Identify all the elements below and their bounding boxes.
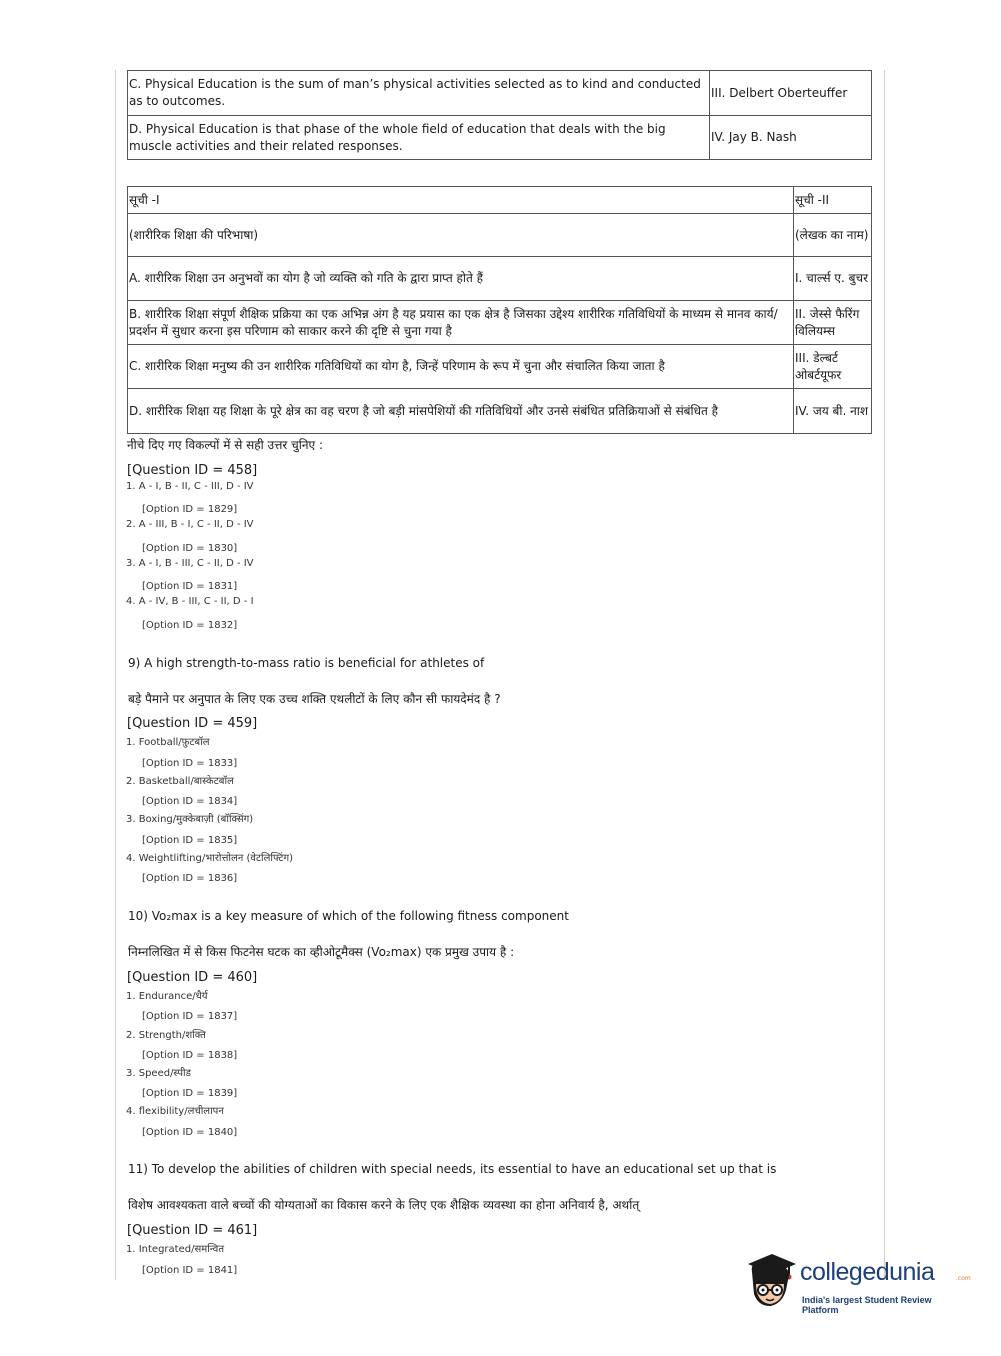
page-border-right bbox=[884, 70, 885, 1280]
author-cell: IV. जय बी. नाश bbox=[794, 389, 872, 434]
hindi-match-table bbox=[127, 186, 872, 434]
q8-option-1[interactable]: 1. A - I, B - II, C - III, D - IV bbox=[126, 481, 254, 492]
q10-option-3[interactable]: 3. Speed/स्पीड bbox=[126, 1068, 191, 1079]
author-cell: III. डेल्बर्ट ओबर्टयूफर bbox=[794, 345, 872, 389]
english-match-table bbox=[127, 70, 872, 160]
q9-option-2-id: [Option ID = 1834] bbox=[142, 796, 238, 807]
q8-option-1-id: [Option ID = 1829] bbox=[142, 504, 238, 515]
definition-cell: A. शारीरिक शिक्षा उन अनुभवों का योग है जो व्यक्ति को गति के द्वारा प्राप्त होते हैं bbox=[128, 257, 794, 301]
q10-question-id: [Question ID = 460] bbox=[127, 970, 258, 985]
q11-question-id: [Question ID = 461] bbox=[127, 1223, 258, 1238]
q9-option-4-id: [Option ID = 1836] bbox=[142, 873, 238, 884]
q9-title: 9) A high strength-to-mass ratio is beneficial for athletes of bbox=[128, 656, 485, 670]
q10-option-2-id: [Option ID = 1838] bbox=[142, 1050, 238, 1061]
table-row bbox=[128, 187, 872, 214]
table-row bbox=[128, 116, 872, 160]
collegedunia-logo bbox=[742, 1250, 971, 1320]
q9-title-hindi: बड़े पैमाने पर अनुपात के लिए एक उच्च शक्ति एथलीटों के लिए कौन सी फायदेमंद है ? bbox=[128, 692, 501, 706]
q11-option-1[interactable]: 1. Integrated/समन्वित bbox=[126, 1244, 225, 1255]
definition-cell: (शारीरिक शिक्षा की परिभाषा) bbox=[128, 214, 794, 257]
q8-option-2[interactable]: 2. A - III, B - I, C - II, D - IV bbox=[126, 519, 254, 530]
table-row bbox=[128, 345, 872, 389]
list-2-header: सूची -II bbox=[794, 187, 872, 214]
definition-cell: D. शारीरिक शिक्षा यह शिक्षा के पूरे क्षेत्र का वह चरण है जो बड़ी मांसपेशियों की गतिविधियों और उनसे संबंधित प्रतिक्रियाओं से संबंधित है bbox=[128, 389, 794, 434]
table-row bbox=[128, 214, 872, 257]
q8-option-2-id: [Option ID = 1830] bbox=[142, 543, 238, 554]
q9-question-id: [Question ID = 459] bbox=[127, 716, 258, 731]
author-cell: I. चार्ल्स ए. बुचर bbox=[794, 257, 872, 301]
q10-option-1[interactable]: 1. Endurance/धैर्य bbox=[126, 991, 208, 1002]
q9-option-2[interactable]: 2. Basketball/बास्केटबॉल bbox=[126, 776, 234, 787]
author-cell: IV. Jay B. Nash bbox=[710, 116, 872, 160]
q9-option-3-id: [Option ID = 1835] bbox=[142, 835, 238, 846]
mascot-icon bbox=[742, 1250, 800, 1312]
q8-instruction: नीचे दिए गए विकल्पों में से सही उत्तर चुनिए : bbox=[127, 438, 324, 452]
q8-option-3-id: [Option ID = 1831] bbox=[142, 581, 238, 592]
logo-tagline: India's largest Student Review Platform bbox=[802, 1295, 932, 1315]
definition-cell: C. शारीरिक शिक्षा मनुष्य की उन शारीरिक गतिविधियों का योग है, जिन्हें परिणाम के रूप में चुना और संचालित किया जाता है bbox=[128, 345, 794, 389]
q8-option-3[interactable]: 3. A - I, B - III, C - II, D - IV bbox=[126, 558, 254, 569]
author-cell: III. Delbert Oberteuffer bbox=[710, 71, 872, 116]
logo-wordmark: collegedunia bbox=[800, 1258, 935, 1286]
table-row bbox=[128, 257, 872, 301]
q11-option-1-id: [Option ID = 1841] bbox=[142, 1265, 238, 1276]
author-cell: (लेखक का नाम) bbox=[794, 214, 872, 257]
q10-option-4[interactable]: 4. flexibility/लचीलापन bbox=[126, 1106, 224, 1117]
q10-option-1-id: [Option ID = 1837] bbox=[142, 1011, 238, 1022]
q10-title: 10) Vo₂max is a key measure of which of the following fitness component bbox=[128, 909, 569, 923]
q9-option-3[interactable]: 3. Boxing/मुक्केबाज़ी (बॉक्सिंग) bbox=[126, 814, 254, 825]
table-row bbox=[128, 301, 872, 345]
table-row bbox=[128, 389, 872, 434]
q9-option-4[interactable]: 4. Weightlifting/भारोत्तोलन (वेटलिफ्टिंग) bbox=[126, 853, 294, 864]
q11-title-hindi: विशेष आवश्यकता वाले बच्चों की योग्यताओं का विकास करने के लिए एक शैक्षिक व्यवस्था का होना अनिवार्य है, अर्थात् bbox=[128, 1198, 640, 1212]
page-border-left bbox=[115, 70, 116, 1280]
q10-option-2[interactable]: 2. Strength/शक्ति bbox=[126, 1030, 206, 1041]
definition-cell: B. शारीरिक शिक्षा संपूर्ण शैक्षिक प्रक्रिया का एक अभिन्न अंग है यह प्रयास का एक क्षेत्र है जिसका उद्देश्य शारीरिक गतिविधियों के माध्यम से मानव कार्य/प्रदर्शन में सुधार करना इस परिणाम को साकार करने की दृष्टि से चुना गया है bbox=[128, 301, 794, 345]
q10-title-hindi: निम्नलिखित में से किस फिटनेस घटक का व्हीओटूमैक्स (Vo₂max) एक प्रमुख उपाय है : bbox=[128, 945, 515, 959]
table-row bbox=[128, 71, 872, 116]
q11-title: 11) To develop the abilities of children with special needs, its essential to have an educational set up that is bbox=[128, 1162, 777, 1176]
logo-com: .com bbox=[956, 1275, 971, 1282]
q8-option-4-id: [Option ID = 1832] bbox=[142, 620, 238, 631]
q9-option-1[interactable]: 1. Football/फ़ुटबॉल bbox=[126, 737, 210, 748]
q8-option-4[interactable]: 4. A - IV, B - III, C - II, D - I bbox=[126, 596, 254, 607]
q8-question-id: [Question ID = 458] bbox=[127, 463, 258, 478]
q10-option-3-id: [Option ID = 1839] bbox=[142, 1088, 238, 1099]
definition-cell: C. Physical Education is the sum of man’s physical activities selected as to kind and conducted as to outcomes. bbox=[128, 71, 710, 116]
definition-cell: D. Physical Education is that phase of the whole field of education that deals with the big muscle activities and their related responses. bbox=[128, 116, 710, 160]
list-1-header: सूची -I bbox=[128, 187, 794, 214]
q10-option-4-id: [Option ID = 1840] bbox=[142, 1127, 238, 1138]
q9-option-1-id: [Option ID = 1833] bbox=[142, 758, 238, 769]
author-cell: II. जेस्से फैरिंग विलियम्स bbox=[794, 301, 872, 345]
